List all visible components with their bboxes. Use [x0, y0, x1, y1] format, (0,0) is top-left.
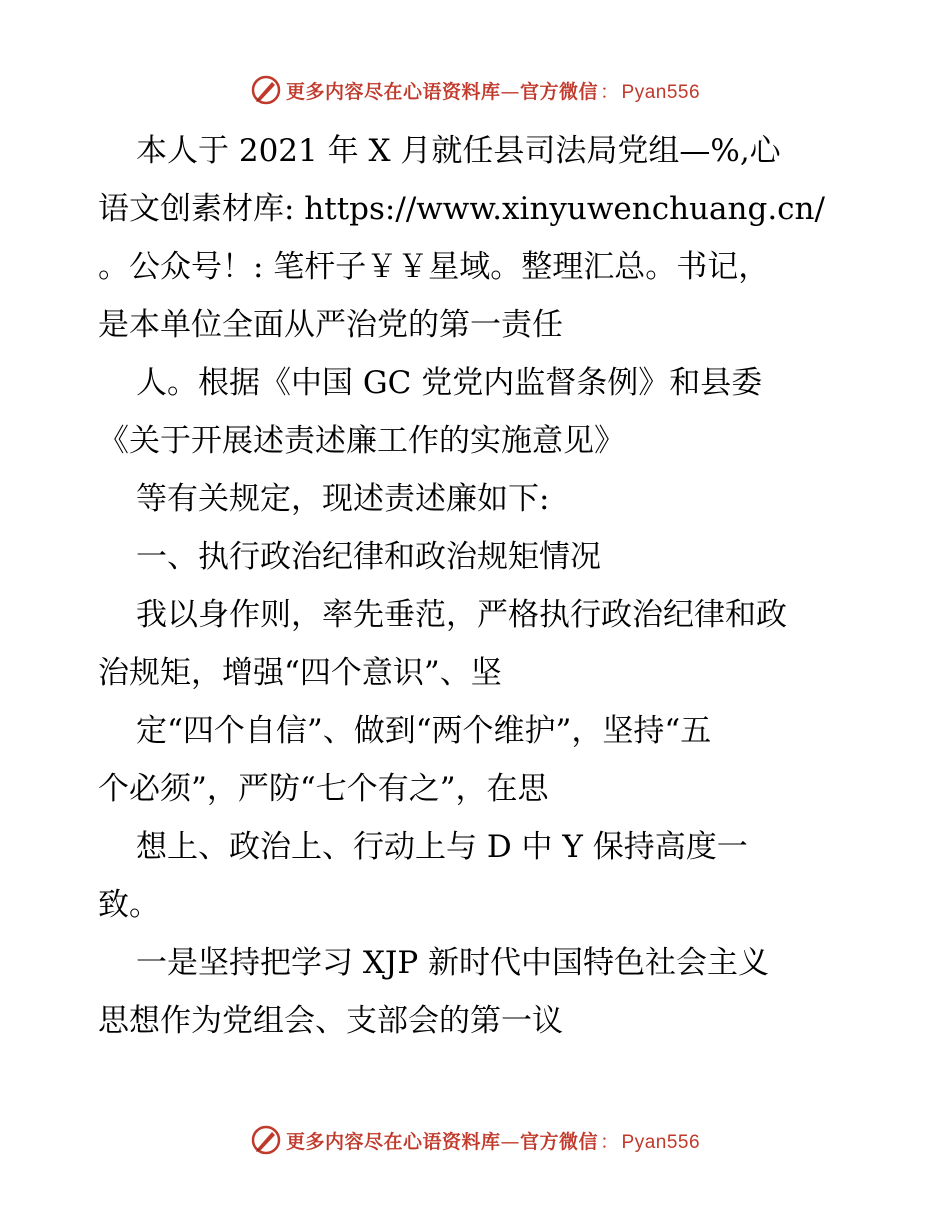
banner-text	[286, 1127, 700, 1154]
banner-text	[286, 77, 700, 104]
text-line: 致。	[98, 887, 160, 923]
text-line: 语文创素材库: https://www.xinyuwenchuang.cn/	[98, 191, 825, 227]
text-line: 《关于开展述责述廉工作的实施意见》	[98, 423, 625, 459]
banner-separator: —	[500, 80, 520, 103]
text-line: 定“四个自信”、做到“两个维护”，坚持“五	[136, 713, 712, 749]
header-banner	[0, 70, 950, 110]
document-body	[98, 122, 858, 1050]
text-line: 等有关规定，现述责述廉如下:	[136, 481, 550, 517]
text-line: 本人于 2021 年 X 月就任县司法局党组—%,心	[136, 133, 781, 169]
quill-pen-logo-icon	[250, 74, 282, 106]
text-line: 。公众号！: 笔杆子￥￥星域。整理汇总。书记，	[98, 249, 770, 285]
text-line: 是本单位全面从严治党的第一责任	[98, 307, 563, 343]
text-line: 我以身作则，率先垂范，严格执行政治纪律和政	[136, 597, 787, 633]
quill-pen-logo-icon	[250, 1124, 282, 1156]
banner-colon: ：	[600, 80, 620, 103]
banner-account: Pyan556	[621, 1131, 701, 1153]
text-line: 个必须”，严防“七个有之”，在思	[98, 771, 549, 807]
text-line: 想上、政治上、行动上与 D 中 Y 保持高度一	[136, 829, 748, 865]
text-line: 治规矩，增强“四个意识”、坚	[98, 655, 502, 691]
banner-wechat-label: 官方微信	[519, 80, 598, 103]
footer-banner	[0, 1120, 950, 1160]
banner-site-text: 更多内容尽在心语资料库	[285, 80, 501, 103]
text-line: 人。根据《中国 GC 党党内监督条例》和县委	[136, 365, 763, 401]
section-heading: 一、执行政治纪律和政治规矩情况	[136, 539, 601, 575]
banner-site-text: 更多内容尽在心语资料库	[285, 1130, 501, 1153]
text-line: 思想作为党组会、支部会的第一议	[98, 1003, 563, 1039]
banner-account: Pyan556	[621, 81, 701, 103]
banner-wechat-label: 官方微信	[519, 1130, 598, 1153]
text-line: 一是坚持把学习 XJP 新时代中国特色社会主义	[136, 945, 770, 981]
banner-colon: ：	[600, 1130, 620, 1153]
banner-separator: —	[500, 1130, 520, 1153]
